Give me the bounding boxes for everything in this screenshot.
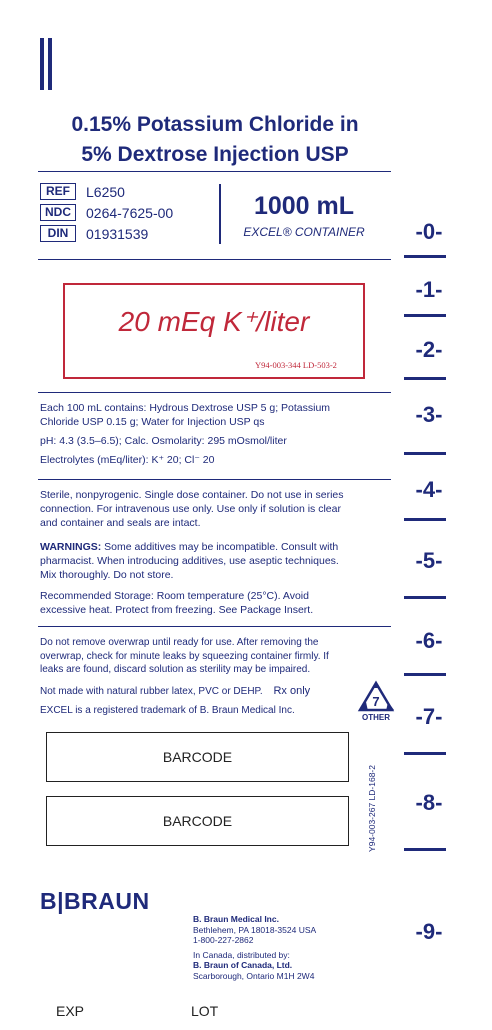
top-bar-right <box>48 38 52 90</box>
rx-only: Rx only <box>273 685 311 697</box>
vertical-separator <box>219 184 221 244</box>
recycle-number: 7 <box>372 694 380 709</box>
scale-tick <box>404 752 446 755</box>
overwrap-line: Do not remove overwrap until ready for use. After removing the <box>40 637 319 648</box>
din-row <box>40 223 173 244</box>
electrolytes-line: Electrolytes (mEq/liter): K⁺ 20; Cl⁻ 20 <box>40 454 215 466</box>
title-line2: 5% Dextrose Injection USP <box>81 143 349 166</box>
composition-line2: Chloride USP 0.15 g; Water for Injection USP qs <box>40 416 265 428</box>
sterile-line: Sterile, nonpyrogenic. Single dose container. Do not use in series <box>40 489 344 501</box>
scale-3: -3- <box>415 402 443 427</box>
scale-4: -4- <box>415 477 443 502</box>
recycle-label: OTHER <box>362 713 390 722</box>
product-codes <box>40 181 173 244</box>
scale-tick <box>404 848 446 851</box>
sterile-text <box>40 488 395 530</box>
scale-5: -5- <box>415 548 443 573</box>
address-line: Bethlehem, PA 18018-3524 USA <box>193 924 317 935</box>
sterile-line: and container and seals are intact. <box>40 517 201 529</box>
ndc-label: NDC <box>40 204 76 221</box>
address <box>193 914 316 981</box>
composition-line1: Each 100 mL contains: Hydrous Dextrose USP 5 g; Potassium <box>40 402 331 414</box>
scale-tick <box>404 596 446 599</box>
address-line: Scarborough, Ontario M1H 2W4 <box>193 970 315 981</box>
overwrap-text <box>40 636 395 677</box>
title-line1: 0.15% Potassium Chloride in <box>71 113 359 136</box>
trademark: EXCEL is a registered trademark of B. Braun Medical Inc. <box>40 705 295 716</box>
container-label: EXCEL® CONTAINER <box>243 225 365 239</box>
vertical-code: Y94-003-267 LD-168-2 <box>367 765 377 852</box>
concentration: 20 mEq K⁺/liter <box>118 306 310 337</box>
scale-6: -6- <box>415 628 443 653</box>
barcode-2: BARCODE <box>46 796 349 846</box>
warnings-text <box>40 540 395 582</box>
divider <box>38 626 391 627</box>
recycle-icon <box>355 680 397 722</box>
warnings-label: WARNINGS: <box>40 541 102 553</box>
sterile-line: connection. For intravenous use only. Use only if solution is clear <box>40 503 341 515</box>
barcode-1: BARCODE <box>46 732 349 782</box>
scale-9: -9- <box>415 919 443 944</box>
storage-text <box>40 589 395 617</box>
latex-text: Not made with natural rubber latex, PVC or DEHP. <box>40 686 263 697</box>
scale-1: -1- <box>415 277 443 302</box>
storage-line: excessive heat. Protect from freezing. See Package Insert. <box>40 604 314 616</box>
ref-row <box>40 181 173 202</box>
volume: 1000 mL <box>253 192 355 220</box>
divider <box>38 259 391 260</box>
overwrap-line: leaks are found, discard solution as sterility may be impaired. <box>40 664 311 675</box>
scale-tick <box>404 377 446 380</box>
scale-tick <box>404 314 446 317</box>
latex-line <box>40 684 360 699</box>
scale-tick <box>404 518 446 521</box>
overwrap-line: overwrap, check for minute leaks by squeezing container firmly. If <box>40 650 329 662</box>
divider <box>38 171 391 172</box>
address-line: 1-800-227-2862 <box>193 935 254 945</box>
scale-8: -8- <box>415 790 443 815</box>
scale-tick <box>404 452 446 455</box>
ndc-value: 0264-7625-00 <box>86 204 174 221</box>
din-label: DIN <box>40 225 76 242</box>
scale-2: -2- <box>415 337 443 362</box>
ref-value: L6250 <box>86 183 125 200</box>
address-line: In Canada, distributed by: <box>193 949 290 960</box>
address-line: B. Braun of Canada, Ltd. <box>193 960 293 970</box>
exp-label: EXP <box>56 1003 85 1019</box>
scale-tick <box>404 673 446 676</box>
top-bar-left <box>40 38 44 90</box>
warnings-line: Mix thoroughly. Do not store. <box>40 569 174 581</box>
scale-0: -0- <box>415 219 443 244</box>
lot-label: LOT <box>191 1003 219 1019</box>
address-line: B. Braun Medical Inc. <box>193 914 279 924</box>
ref-label: REF <box>40 183 76 200</box>
ph-line: pH: 4.3 (3.5–6.5); Calc. Osmolarity: 295 mOsmol/liter <box>40 435 287 447</box>
storage-line: Recommended Storage: Room temperature (25°C). Avoid <box>40 590 309 602</box>
warnings-line: Some additives may be incompatible. Consult with <box>101 541 339 553</box>
composition <box>40 401 395 467</box>
scale-7: -7- <box>415 704 443 729</box>
ndc-row <box>40 202 173 223</box>
din-value: 01931539 <box>86 225 149 242</box>
product-title <box>0 110 430 170</box>
warnings-line: pharmacist. When introducing additives, use aseptic techniques. <box>40 555 339 567</box>
concentration-code: Y94-003-344 LD-503-2 <box>255 360 337 370</box>
divider <box>38 479 391 480</box>
braun-logo: B|BRAUN <box>40 888 150 914</box>
divider <box>38 392 391 393</box>
scale-tick <box>404 255 446 258</box>
